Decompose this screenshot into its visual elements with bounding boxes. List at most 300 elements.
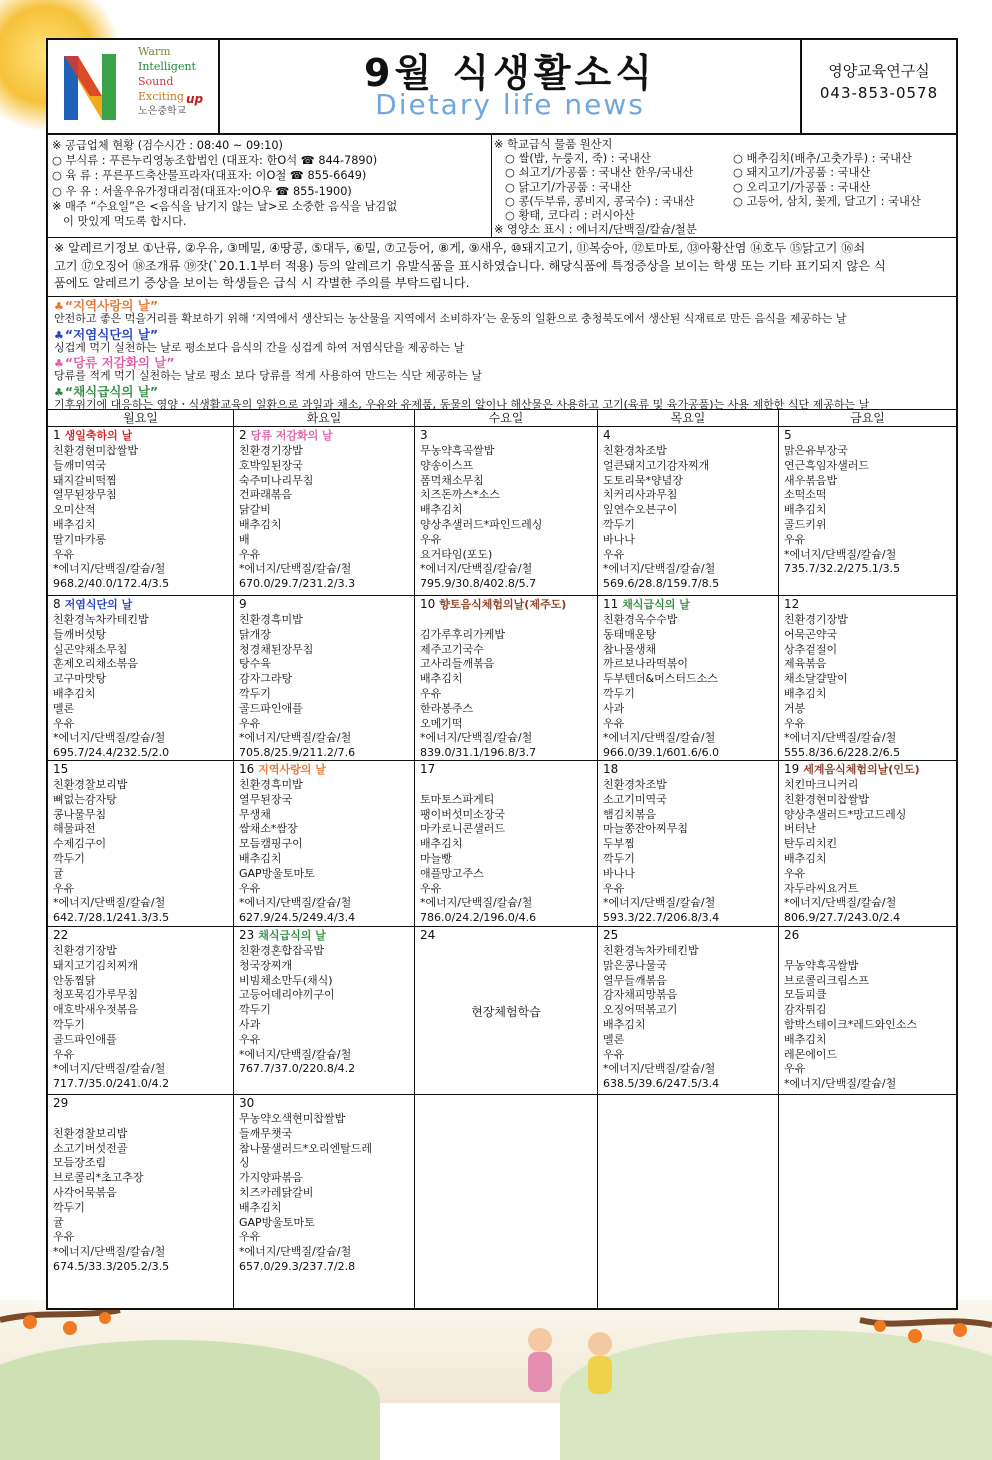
menu-list: [603, 613, 719, 761]
date-number: 22: [53, 928, 69, 942]
menu-item: 싱: [239, 1156, 250, 1170]
calendar-day-cell: [598, 427, 779, 596]
date-number: 8: [53, 597, 61, 611]
day-header: 화요일: [234, 410, 415, 427]
menu-item: 마카로니콘샐러드: [420, 822, 506, 836]
calendar-date: [784, 427, 792, 443]
origin-item: ○ 오리고기/가공품 : 국내산: [733, 180, 871, 194]
menu-item: 동태매운탕: [603, 627, 657, 641]
calendar-day-cell: [415, 596, 598, 761]
calendar-day-cell: [598, 761, 779, 927]
menu-item: 버터난: [784, 822, 816, 836]
menu-item: 소떡소떡: [784, 488, 827, 502]
menu-list: [603, 944, 719, 1092]
special-day-badge: 채식급식의 날: [258, 929, 326, 942]
menu-item: 청포묵김가루무침: [53, 988, 139, 1002]
menu-item: 사각어묵볶음: [53, 1185, 117, 1199]
origin-item: ○ 돼지고기/가공품 : 국내산: [733, 166, 871, 180]
menu-item: *에너지/단백질/칼슘/철: [420, 896, 533, 910]
menu-item: 소고기미역국: [603, 792, 667, 806]
calendar-date: [420, 427, 428, 443]
menu-item: 670.0/29.7/231.2/3.3: [239, 577, 356, 591]
menu-item: 양송이스프: [420, 458, 474, 472]
menu-item: *에너지/단백질/칼슘/철: [603, 896, 716, 910]
menu-item: 애호박새우젓볶음: [53, 1003, 139, 1017]
menu-item: 골드파인애플: [239, 701, 303, 715]
nutrition-label: ※ 영양소 표시 : 에너지/단백질/칼슘/철분: [494, 223, 697, 237]
menu-item: 닭갈비: [239, 503, 271, 517]
menu-item: 브로콜리크림스프: [784, 973, 870, 987]
menu-item: 열무된장국: [239, 792, 293, 806]
calendar-day-cell: [48, 927, 234, 1095]
date-number: 17: [420, 762, 436, 776]
clover-icon: ♣: [54, 357, 64, 370]
calendar-date: [53, 761, 68, 777]
menu-item: 연근흑임자샐러드: [784, 458, 870, 472]
menu-item: 966.0/39.1/601.6/6.0: [603, 746, 720, 760]
menu-item: 배추김치: [239, 517, 282, 531]
date-number: 4: [603, 428, 611, 442]
clover-icon: ♣: [54, 300, 64, 313]
menu-item: 569.6/28.8/159.7/8.5: [603, 577, 720, 591]
menu-item: 우유: [239, 716, 261, 730]
origin-item: ○ 황태, 코다리 : 러시아산: [505, 209, 635, 223]
calendar-date: [420, 927, 435, 943]
menu-item: 새우볶음밥: [784, 473, 838, 487]
menu-item: 배추김치: [53, 686, 96, 700]
menu-item: *에너지/단백질/칼슘/철: [53, 562, 166, 576]
supplier-info: [52, 138, 488, 229]
menu-item: 제육볶음: [784, 657, 827, 671]
menu-item: 735.7/32.2/275.1/3.5: [784, 562, 901, 576]
date-number: 5: [784, 428, 792, 442]
school-logo: [60, 44, 210, 126]
clover-icon: ♣: [54, 385, 64, 399]
menu-item: 탕수육: [239, 657, 271, 671]
logo-up: up: [186, 92, 204, 106]
menu-item: 우유: [53, 1230, 75, 1244]
origin-item: ○ 쇠고기/가공품 : 국내산 한우/국내산: [505, 166, 694, 180]
menu-item: 김가루후리가케밥: [420, 627, 506, 641]
calendar-date: [603, 927, 618, 943]
menu-item: 깍두기: [603, 517, 635, 531]
logo-words: [138, 44, 196, 119]
special-day-name: “당류 저감화의 날”: [64, 355, 175, 370]
menu-item: 멜론: [603, 1032, 625, 1046]
menu-item: 695.7/24.4/232.5/2.0: [53, 746, 170, 760]
menu-item: 채소달걀말이: [784, 672, 848, 686]
menu-item: 참나물샐러드*오리엔탈드레: [239, 1141, 373, 1155]
menu-item: 귤: [53, 1215, 64, 1229]
menu-item: 친환경녹차카테킨밥: [53, 613, 149, 626]
menu-item: 딸기마카롱: [53, 532, 107, 546]
menu-item: 수제김구이: [53, 837, 107, 851]
menu-item: 모듬캠핑구이: [239, 837, 303, 851]
menu-item: 깍두기: [53, 851, 85, 865]
menu-item: 잎연수오븐구이: [603, 503, 678, 517]
special-day-badge: 생일축하의 날: [64, 429, 133, 442]
date-number: 30: [239, 1096, 255, 1110]
menu-item: 우유: [603, 547, 625, 561]
menu-item: 자두라씨요거트: [784, 881, 859, 895]
menu-item: 배추김치: [239, 851, 282, 865]
menu-item: 바나나: [603, 866, 635, 880]
menu-item: 배추김치: [603, 1017, 646, 1031]
logo-word: Intelligent: [138, 60, 196, 73]
calendar-date: [239, 1095, 254, 1111]
calendar-day-cell: [415, 1095, 598, 1309]
special-day-badge: 채식급식의 날: [622, 598, 690, 611]
menu-list: [239, 613, 355, 761]
origin-info: [494, 138, 954, 237]
logo-word: Exciting: [138, 90, 184, 103]
menu-item: *에너지/단백질/칼슘/철: [239, 1245, 352, 1259]
menu-item: *에너지/단백질/칼슘/철: [239, 896, 352, 910]
menu-item: 우유: [420, 532, 442, 546]
special-day-badge: 향토음식체험의날(제주도): [439, 598, 567, 611]
day-header: 월요일: [48, 410, 234, 427]
menu-item: 642.7/28.1/241.3/3.5: [53, 911, 170, 925]
menu-item: 햄김치볶음: [603, 807, 657, 821]
n-logo-icon: [60, 50, 120, 122]
menu-item: 사과: [239, 1017, 261, 1031]
menu-item: 청경채된장무침: [239, 642, 314, 656]
calendar-date: [603, 596, 690, 613]
menu-item: *에너지/단백질/칼슘/철: [239, 1047, 352, 1061]
menu-item: 들깨무챗국: [239, 1126, 293, 1140]
menu-item: *에너지/단백질/칼슘/철: [53, 896, 166, 910]
allergy-line: ※ 알레르기정보 ①난류, ②우유, ③메밀, ④땅콩, ⑤대두, ⑥밀, ⑦고등어, ⑧게, ⑨새우, ⑩돼지고기, ⑪복숭아, ⑫토마토, ⑬아황산염 ⑭호두 ⑮닭고기 ⑯쇠: [54, 241, 866, 255]
menu-item: 우유: [784, 532, 806, 546]
menu-item: 제주고기국수: [420, 642, 484, 656]
menu-list: [420, 778, 536, 926]
menu-item: 사과: [603, 701, 625, 715]
calendar-day-cell: [234, 596, 415, 761]
menu-list: [239, 444, 355, 592]
page-title: 9월 식생활소식: [364, 51, 656, 95]
menu-item: 깍두기: [53, 1017, 85, 1031]
menu-item: 배추김치: [420, 503, 463, 517]
calendar-day-cell: [779, 927, 956, 1095]
menu-item: 705.8/25.9/211.2/7.6: [239, 746, 356, 760]
supplier-line: ○ 육 류 : 푸른푸드축산물프라자(대표자: 이O철 ☎ 855-6649): [52, 169, 367, 183]
special-day-description: 당류를 적게 먹기 실천하는 날로 평소 보다 당류를 적게 사용하여 만드는 식단 제공하는 날: [54, 369, 482, 382]
menu-item: 요거타임(포도): [420, 547, 493, 561]
calendar-date: [239, 427, 333, 444]
menu-item: 상추겉절이: [784, 642, 838, 656]
calendar-date: [53, 427, 132, 444]
date-number: 11: [603, 597, 619, 611]
calendar-day-cell: [415, 427, 598, 596]
special-day-description: 싱겁게 먹기 실천하는 날로 평소보다 음식의 간을 싱겁게 하여 저염식단을 제공하는 날: [54, 340, 465, 354]
menu-item: 배: [239, 532, 250, 546]
menu-item: [784, 944, 917, 959]
calendar-day-cell: [48, 1095, 234, 1309]
menu-item: 치킨마크니커리: [784, 778, 859, 791]
date-number: 24: [420, 928, 436, 942]
menu-item: 786.0/24.2/196.0/4.6: [420, 911, 537, 925]
newsletter-frame: [46, 38, 958, 1310]
menu-item: 깍두기: [603, 686, 635, 700]
menu-item: 폼먹채소무침: [420, 473, 484, 487]
menu-item: 깍두기: [603, 851, 635, 865]
menu-item: 두부텐더&머스터드소스: [603, 672, 718, 686]
date-number: 3: [420, 428, 428, 442]
menu-item: [420, 613, 536, 628]
menu-item: 오징어떡볶고기: [603, 1003, 678, 1017]
menu-list: [784, 778, 906, 926]
menu-item: 우유: [784, 1062, 806, 1076]
menu-item: *에너지/단백질/칼슘/철: [53, 731, 166, 745]
calendar-day-cell: [234, 927, 415, 1095]
menu-item: 골드키위: [784, 517, 827, 531]
day-header: 금요일: [779, 410, 956, 427]
menu-item: 우유: [603, 716, 625, 730]
menu-item: 우유: [53, 1047, 75, 1061]
calendar-day-cell: [598, 596, 779, 761]
menu-list: [239, 778, 355, 926]
calendar-date: [420, 596, 566, 613]
phone-number: 043-853-0578: [819, 84, 939, 102]
menu-item: 맑은유부장국: [784, 444, 848, 457]
menu-item: *에너지/단백질/칼슘/철: [239, 731, 352, 745]
calendar-day-cell: [779, 761, 956, 927]
menu-item: 비빔채소만두(채식): [239, 973, 333, 987]
menu-item: 한라봉주스: [420, 701, 474, 715]
logo-word: Warm: [138, 45, 171, 58]
menu-item: 깍두기: [53, 1200, 85, 1214]
special-day-name: “지역사랑의 날”: [64, 298, 159, 313]
menu-list: [784, 613, 900, 761]
menu-list: [239, 944, 355, 1077]
calendar-day-cell: [48, 427, 234, 596]
special-day-description: 기후위기에 대응하는 영양ㆍ식생활교육의 일환으로 과일과 채소, 우유와 유제품, 동물의 알이나 해산물은 사용하고 고기(육류 및 육가공품)는 사용 제한한 식단 제공하는 날: [54, 397, 870, 411]
menu-item: 치커리사과무침: [603, 488, 678, 502]
school-name: 노은중학교: [138, 106, 187, 117]
menu-item: 배추김치: [239, 1200, 282, 1214]
menu-item: 오메기떡: [420, 716, 463, 730]
menu-list: [603, 444, 719, 592]
date-number: 29: [53, 1096, 69, 1110]
calendar-date: [53, 1095, 68, 1111]
date-number: 16: [239, 762, 255, 776]
calendar-date: [784, 596, 799, 612]
date-number: 19: [784, 762, 800, 776]
menu-list: [603, 778, 719, 926]
supplier-heading: ※ 공급업체 현황 (검수시간 : 08:40 ~ 09:10): [52, 139, 283, 152]
menu-item: 627.9/24.5/249.4/3.4: [239, 911, 356, 925]
menu-item: 치즈카레닭갈비: [239, 1185, 314, 1199]
page-subtitle: Dietary life news: [375, 88, 645, 121]
menu-item: 친환경차조밥: [603, 444, 667, 457]
menu-list: [53, 444, 169, 592]
menu-item: 친환경기장밥: [784, 613, 848, 626]
menu-item: *에너지/단백질/칼슘/철: [53, 1245, 166, 1259]
menu-item: 감자그라탕: [239, 672, 293, 686]
clover-icon: ♣: [54, 328, 64, 342]
menu-item: 브로콜리*초고추장: [53, 1171, 144, 1185]
menu-item: 우유: [784, 716, 806, 730]
date-number: 2: [239, 428, 247, 442]
menu-list: [420, 613, 536, 761]
allergy-text: [54, 240, 952, 293]
calendar-day-cell: [779, 596, 956, 761]
calendar-date: [420, 761, 435, 777]
menu-item: 치즈돈까스*소스: [420, 488, 500, 502]
field-trip-label: 현장체험학습: [471, 1005, 541, 1019]
menu-item: 친환경녹차카테킨밥: [603, 944, 699, 957]
origin-list: [494, 152, 954, 223]
meal-calendar: [48, 409, 956, 1309]
calendar-date: [239, 761, 326, 778]
wednesday-note: ※ 매주 “수요일”은 <음식을 남기지 않는 날>로 소중한 음식을 남김없: [52, 199, 398, 213]
menu-item: 소고기버섯전골: [53, 1141, 128, 1155]
menu-list: [784, 444, 900, 577]
menu-item: 함박스테이크*레드와인소스: [784, 1017, 918, 1031]
special-day-badge: 세계음식체험의날(인도): [803, 763, 920, 776]
menu-item: 까르보나라떡볶이: [603, 657, 689, 671]
menu-item: 795.9/30.8/402.8/5.7: [420, 577, 537, 591]
menu-list: [53, 778, 169, 926]
menu-item: 우유: [603, 881, 625, 895]
menu-item: 친환경차조밥: [603, 778, 667, 791]
menu-item: 638.5/39.6/247.5/3.4: [603, 1077, 720, 1091]
menu-item: *에너지/단백질/칼슘/철: [784, 1077, 897, 1091]
calendar-day-cell: [779, 427, 956, 596]
menu-item: *에너지/단백질/칼슘/철: [420, 731, 533, 745]
menu-item: 친환경기장밥: [53, 944, 117, 957]
menu-item: 도토리묵*양념장: [603, 473, 683, 487]
menu-item: [420, 778, 536, 793]
menu-item: 친환경찰보리밥: [53, 778, 128, 791]
menu-item: 친환경찰보리밥: [53, 1126, 128, 1140]
menu-item: GAP방울토마토: [239, 866, 315, 880]
menu-item: 무농약흑곡쌀밥: [420, 444, 495, 457]
title-box: [218, 40, 802, 133]
menu-item: 우유: [53, 716, 75, 730]
date-number: 23: [239, 928, 255, 942]
menu-list: [53, 613, 169, 761]
menu-list: [239, 1112, 372, 1275]
special-days: [48, 296, 956, 410]
special-day-badge: 저염식단의 날: [64, 598, 133, 611]
calendar-day-cell: [234, 761, 415, 927]
origin-item: ○ 배추김치(배추/고춧가루) : 국내산: [733, 152, 912, 166]
calendar-date: [603, 761, 618, 777]
origin-item: ○ 닭고기/가공품 : 국내산: [505, 180, 632, 194]
menu-item: 친환경옥수수밥: [603, 613, 678, 626]
calendar-day-cell: [415, 761, 598, 927]
menu-item: 모듬장조림: [53, 1156, 107, 1170]
menu-item: 마늘빵: [420, 851, 452, 865]
allergy-line: 고기 ⑰오징어 ⑱조개류 ⑲잣(`20.1.1부터 적용) 등의 알레르기 유발식품을 표시하였습니다. 해당식품에 특정증상을 보이는 학생 또는 기타 표기되지 않은 식: [54, 258, 886, 273]
calendar-day-cell: [48, 761, 234, 927]
menu-item: 열무된장무침: [53, 488, 117, 502]
calendar-date: [53, 596, 132, 613]
menu-item: 깍두기: [239, 686, 271, 700]
menu-item: 들깨버섯탕: [53, 627, 107, 641]
menu-item: 어묵곤약국: [784, 627, 838, 641]
menu-item: 배추김치: [53, 517, 96, 531]
menu-item: 맑은콩나물국: [603, 958, 667, 972]
menu-item: 얼큰돼지고기감자찌개: [603, 458, 710, 472]
date-number: 18: [603, 762, 619, 776]
calendar-day-cell: [598, 1095, 779, 1309]
menu-item: 우유: [420, 881, 442, 895]
menu-item: 들깨미역국: [53, 458, 107, 472]
date-number: 15: [53, 762, 69, 776]
date-number: 1: [53, 428, 61, 442]
menu-item: 555.8/36.6/228.2/6.5: [784, 746, 901, 760]
menu-item: 배추김치: [784, 686, 827, 700]
menu-item: 고사리들깨볶음: [420, 657, 495, 671]
menu-item: 839.0/31.1/196.8/3.7: [420, 746, 537, 760]
origin-item: ○ 콩(두부류, 콩비지, 콩국수) : 국내산: [505, 194, 695, 208]
origin-item: ○ 고등어, 삼치, 꽃게, 달고기 : 국내산: [733, 194, 921, 208]
info-section: [48, 135, 956, 237]
menu-item: 양상추샐러드*파인드레싱: [420, 517, 543, 531]
menu-item: *에너지/단백질/칼슘/철: [784, 731, 897, 745]
calendar-day-cell: [234, 427, 415, 596]
date-number: 12: [784, 597, 800, 611]
menu-item: 친환경흑미밥: [239, 613, 303, 626]
menu-item: 감자채피망볶음: [603, 988, 678, 1002]
menu-item: 친환경흑미밥: [239, 778, 303, 791]
menu-item: 바나나: [603, 532, 635, 546]
menu-item: 모듬피클: [784, 988, 827, 1002]
info-divider: [491, 135, 492, 237]
special-day-badge: 당류 저감화의 날: [250, 429, 333, 442]
menu-item: 배추김치: [784, 851, 827, 865]
calendar-date: [53, 927, 68, 943]
menu-item: 참나물생채: [603, 642, 657, 656]
calendar-day-cell: [48, 596, 234, 761]
menu-item: 실곤약채소무침: [53, 642, 128, 656]
menu-item: 멜론: [53, 701, 75, 715]
menu-item: 배추김치: [420, 672, 463, 686]
menu-item: *에너지/단백질/칼슘/철: [420, 562, 533, 576]
menu-list: [420, 444, 542, 592]
menu-item: 767.7/37.0/220.8/4.2: [239, 1062, 356, 1076]
special-day-description: 안전하고 좋은 먹을거리를 확보하기 위해 ‘지역에서 생산되는 농산물을 지역에서 소비하자’는 운동의 일환으로 충청북도에서 생산된 식재료로 만든 음식을 제공하는 날: [54, 312, 847, 325]
menu-item: 양상추샐러드*망고드레싱: [784, 807, 907, 821]
menu-item: 593.3/22.7/206.8/3.4: [603, 911, 720, 925]
menu-item: 배추김치: [784, 1032, 827, 1046]
menu-item: 968.2/40.0/172.4/3.5: [53, 577, 170, 591]
menu-item: 애플망고주스: [420, 866, 484, 880]
special-day-name: “저염식단의 날”: [64, 326, 159, 342]
menu-item: 호박잎된장국: [239, 458, 303, 472]
menu-item: 귤: [53, 866, 64, 880]
menu-item: 친환경혼합잡곡밥: [239, 944, 325, 957]
menu-item: 무농약흑곡쌀밥: [784, 958, 859, 972]
wednesday-note-cont: 이 맛있게 먹도록 합시다.: [63, 215, 187, 229]
allergy-line: 품에도 알레르기 증상을 보이는 학생들은 급식 시 각별한 주의를 부탁드립니다.: [54, 276, 470, 290]
menu-item: 건파래볶음: [239, 488, 293, 502]
menu-item: 레몬에이드: [784, 1047, 838, 1061]
supplier-line: ○ 우 유 : 서울우유가정대리점(대표자:이O우 ☎ 855-1900): [52, 184, 352, 198]
day-header: 수요일: [415, 410, 598, 427]
menu-item: 우유: [53, 881, 75, 895]
special-day-badge: 지역사랑의 날: [258, 763, 326, 776]
menu-item: 806.9/27.7/243.0/2.4: [784, 911, 901, 925]
date-number: 9: [239, 597, 247, 611]
menu-item: *에너지/단백질/칼슘/철: [784, 896, 897, 910]
menu-item: 배추김치: [420, 837, 463, 851]
autumn-scene-decoration: [0, 1300, 992, 1403]
menu-item: 우유: [239, 881, 261, 895]
menu-item: 친환경현미찹쌀밥: [784, 792, 870, 806]
